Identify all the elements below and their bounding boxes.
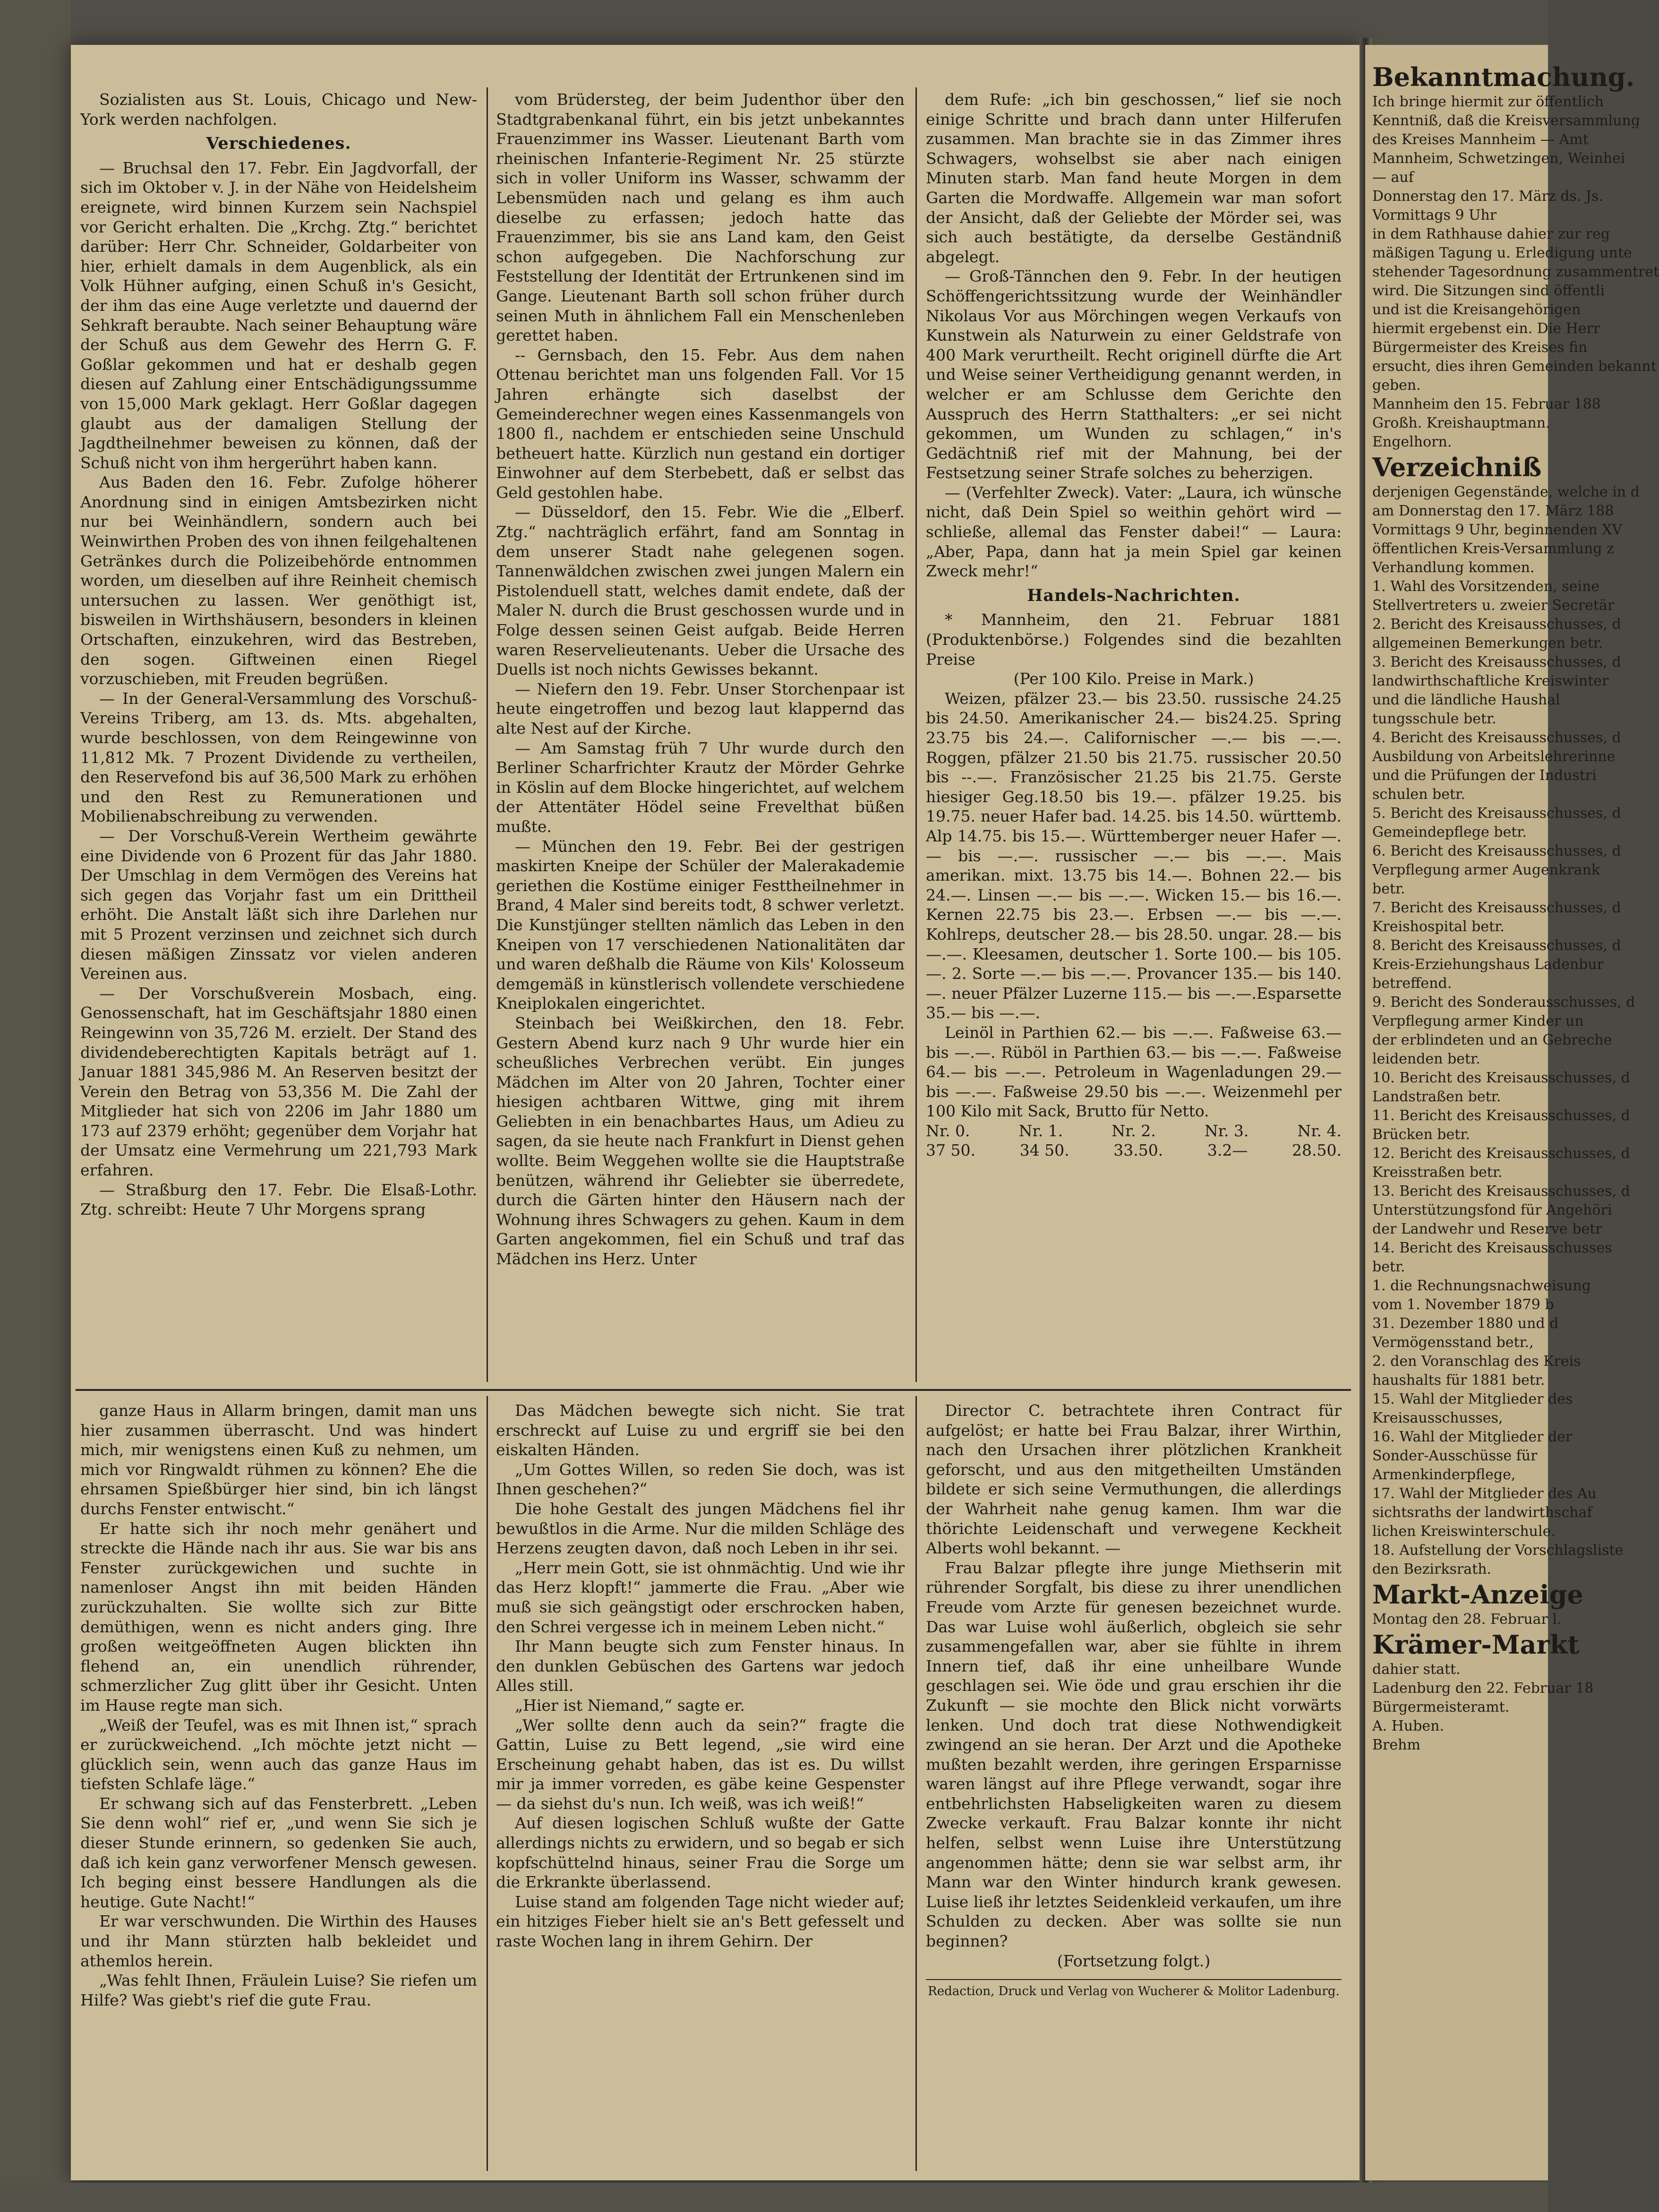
announcement-line: Kreishospital betr. xyxy=(1372,918,1505,935)
announcements-column xyxy=(1372,61,1659,1755)
announcement-line: sichtsraths der landwirthschaf xyxy=(1372,1504,1592,1521)
announcement-line: betr. xyxy=(1372,1259,1405,1275)
article-paragraph: — (Verfehlter Zweck). Vater: „Laura, ich wünsche nicht, daß Dein Spiel so weithin gehört wird — schließe, allemal das Fenster dabei!“ — Laura: „Aber, Papa, dann hat ja mein Spiel gar keinen Zweck mehr!“ xyxy=(926,483,1342,581)
announcement-line: 16. Wahl der Mitglieder der xyxy=(1372,1429,1573,1445)
announcement-line: 9. Bericht des Sonderausschusses, d xyxy=(1372,994,1635,1011)
column-rule xyxy=(487,1396,488,2171)
flour-price-cell: 3.2— xyxy=(1207,1141,1248,1160)
announcement-line: 18. Aufstellung der Vorschlagsliste xyxy=(1372,1542,1624,1559)
announcement-line: 4. Bericht des Kreisausschusses, d xyxy=(1372,729,1621,746)
article-paragraph: Er schwang sich auf das Fensterbrett. „Leben Sie denn wohl“ rief er, „und wenn Sie sich je dieser Stunde erinnern, so gedenken Sie auch, daß ich kein ganz verworfener Mensch gewesen. Ich beging einst bessere Handlungen als die heutige. Gute Nacht!“ xyxy=(80,1794,477,1911)
article-paragraph: — Der Vorschuß-Verein Wertheim gewährte eine Dividende von 6 Prozent für das Jahr 1880. Der Umschlag in dem Vermögen des Vereins hat sich gegen das Vorjahr fast um ein Drittheil erhöht. Die Anstalt läßt sich ihre Darlehen nur mit 5 Prozent verzinsen und zeichnet sich durch diesen mäßigen Zinssatz vor vielen anderen Vereinen aus. xyxy=(80,826,477,983)
article-paragraph: — In der General-Versammlung des Vorschuß-Vereins Triberg, am 13. ds. Mts. abgehalten, wurde beschlossen, von dem Reingewinne von 11,812 Mk. 7 Prozent Dividende zu vertheilen, den Reservefond bis auf 36,500 Mark zu erhöhen und den Rest zu Remunerationen und Mobilienabschreibung zu verwenden. xyxy=(80,689,477,826)
article-paragraph: „Weiß der Teufel, was es mit Ihnen ist,“ sprach er zurückweichend. „Ich möchte jetzt nicht — glücklich sein, wenn auch das ganze Haus im tiefsten Schlafe läge.“ xyxy=(80,1715,477,1793)
announcement-line: ersucht, dies ihren Gemeinden bekannt xyxy=(1372,358,1657,375)
announcement-line: Kreisausschusses, xyxy=(1372,1410,1503,1426)
article-paragraph: Die hohe Gestalt des jungen Mädchens fiel ihr bewußtlos in die Arme. Nur die milden Schläge des Herzens zeugten davon, daß noch Leben in ihr sei. xyxy=(496,1499,905,1558)
flour-price-cell: Nr. 0. xyxy=(926,1121,970,1140)
announcement-line: Kreis-Erziehungshaus Ladenbur xyxy=(1372,956,1604,973)
announcement-line: 1. die Rechnungsnachweisung xyxy=(1372,1277,1591,1294)
announcement-line: Krämer-Markt xyxy=(1372,1629,1580,1660)
article-paragraph: * Mannheim, den 21. Februar 1881 (Produktenbörse.) Folgendes sind die bezahlten Preise xyxy=(926,610,1342,669)
article-paragraph: — Groß-Tännchen den 9. Febr. In der heutigen Schöffengerichtssitzung wurde der Weinhändler Nikolaus Vor aus Mörchingen wegen Verkaufs von Kunstwein als Naturwein zu einer Geldstrafe von 400 Mark verurtheilt. Recht originell dürfte die Art und Weise seiner Vertheidigung genannt werden, in welcher er am Schlusse dem Gerichte den Ausspruch des Herrn Statthalters: „er sei nicht gekommen, um Wunden zu schlagen,“ in's Gedächtniß rief mit der Mahnung, bei der Festsetzung seiner Strafe solches zu beherzigen. xyxy=(926,267,1342,482)
flour-price-row xyxy=(926,1140,1342,1160)
article-paragraph: Frau Balzar pflegte ihre junge Miethserin mit rührender Sorgfalt, bis diese zu ihrer unendlichen Freude vom Arzte für genesen bezeichnet wurde. Das war Luise wohl äußerlich, obgleich sie sehr zusammengefallen war, aber sie fühlte in ihrem Innern tief, daß ihr eine unheilbare Wunde geschlagen sei. Wie öde und grau erschien ihr die Zukunft — sie mochte den Blick nicht vorwärts lenken. Und doch trat diese Nothwendigkeit zwingend an sie heran. Der Arzt und die Apotheke mußten bezahlt werden, ihre geringen Ersparnisse waren längst auf ihre Pflege verwandt, sogar ihre entbehrlichsten Habseligkeiten waren zu diesem Zwecke verkauft. Frau Balzar konnte ihr nicht helfen, selbst wenn Luise ihre Unterstützung angenommen hätte; denn sie war selbst arm, ihr Mann war den Winter hindurch krank gewesen. Luise ließ ihr letztes Seidenkleid verkaufen, um ihre Schulden zu decken. Aber was sollte sie nun beginnen? xyxy=(926,1558,1342,1951)
article-paragraph: Ihr Mann beugte sich zum Fenster hinaus. In den dunklen Gebüschen des Gartens war jedoch Alles still. xyxy=(496,1637,905,1695)
flour-price-cell: Nr. 1. xyxy=(1018,1121,1063,1140)
announcement-line: 8. Bericht des Kreisausschusses, d xyxy=(1372,937,1621,954)
article-paragraph: Weizen, pfälzer 23.— bis 23.50. russische 24.25 bis 24.50. Amerikanischer 24.— bis24.25. Spring 23.75 bis 24.—. Californischer —.— bis —.—. Roggen, pfälzer 21.50 bis 21.75. russischer 20.50 bis --.—. Französischer 21.25 bis 21.75. Gerste hiesiger Geg.18.50 bis 19.—. pfälzer 19.25. bis 19.75. neuer Hafer bad. 14.25. bis 14.50. württemb. Alp 14.75. bis 15.—. Württemberger neuer Hafer —.— bis —.—. russischer —.— bis —.—. Mais amerikan. mixt. 13.75 bis 14.—. Bohnen 22.— bis 24.—. Linsen —.— bis —.—. Wicken 15.— bis 16.—. Kernen 22.75 bis 23.—. Erbsen —.— bis —.—. Kohlreps, deutscher 28.— bis 28.50. ungar. 28.— bis —.—. Kleesamen, deutscher 1. Sorte 100.— bis 105.—. 2. Sorte —.— bis —.—. Provancer 135.— bis 140.—. neuer Pfälzer Luzerne 115.— bis —.—.Esparsette 35.— bis —.—. xyxy=(926,689,1342,1022)
article-paragraph: ganze Haus in Allarm bringen, damit man uns hier zusammen überrascht. Und was hindert mich, mir wenigstens einen Kuß zu nehmen, um mich vor Ringwaldt rühmen zu können? Ehe die ehrsamen Spießbürger hier sind, bin ich längst durchs Fenster entwischt.“ xyxy=(80,1401,477,1518)
article-paragraph: Aus Baden den 16. Febr. Zufolge höherer Anordnung sind in einigen Amtsbezirken nicht nur bei Weinhändlern, sondern auch bei Weinwirthen Proben des von ihnen feilgehaltenen Getränkes durch die Polizeibehörde entnommen worden, um dieselben auf ihre Reinheit chemisch untersuchen zu lassen. Wer genöthigt ist, bisweilen in Wirthshäusern, besonders in kleinen Ortschaften, einzukehren, wird das Bestreben, den sogen. Giftweinen einen Riegel vorzuschieben, mit Freuden begrüßen. xyxy=(80,473,477,688)
announcement-line: 3. Bericht des Kreisausschusses, d xyxy=(1372,654,1621,670)
top-column-1 xyxy=(80,90,477,1365)
announcement-line: Landstraßen betr. xyxy=(1372,1089,1501,1105)
announcement-line: schulen betr. xyxy=(1372,786,1465,803)
announcement-line: des Kreises Mannheim — Amt xyxy=(1372,131,1589,148)
announcement-line: Ausbildung von Arbeitslehrerinne xyxy=(1372,748,1616,765)
announcement-line: Unterstützungsfond für Angehöri xyxy=(1372,1202,1612,1218)
announcement-line: Bekanntmachung. xyxy=(1372,62,1635,92)
announcement-line: Vermögensstand betr., xyxy=(1372,1334,1534,1351)
article-paragraph: „Um Gottes Willen, so reden Sie doch, was ist Ihnen geschehen?“ xyxy=(496,1460,905,1499)
announcement-line: derjenigen Gegenstände, welche in d xyxy=(1372,484,1640,500)
top-column-3 xyxy=(926,90,1342,1384)
flour-price-cell: Nr. 2. xyxy=(1112,1121,1156,1140)
announcement-line: Kreisstraßen betr. xyxy=(1372,1164,1503,1181)
section-heading: Verschiedenes. xyxy=(206,134,351,154)
flour-price-row xyxy=(926,1121,1342,1141)
article-paragraph: Er hatte sich ihr noch mehr genähert und streckte die Hände nach ihr aus. Sie war bis ans Fenster zurückgewichen und suchte in namenloser Angst ihn mit beiden Händen zurückzuhalten. Sie wollte sich zur Bitte demüthigen, wenn es nicht anders ging. Ihre großen weitgeöffneten Augen blickten ihn flehend an, ein unendlich rührender, schmerzlicher Zug glitt über ihr Gesicht. Unten im Hause regte man sich. xyxy=(80,1519,477,1715)
announcement-line: 11. Bericht des Kreisausschusses, d xyxy=(1372,1107,1630,1124)
announcement-line: 14. Bericht des Kreisausschusses xyxy=(1372,1240,1612,1256)
article-paragraph: Sozialisten aus St. Louis, Chicago und New-York werden nachfolgen. xyxy=(80,90,477,129)
section-heading: Handels-Nachrichten. xyxy=(1027,585,1240,605)
flour-price-cell: 33.50. xyxy=(1113,1141,1163,1160)
announcement-line: 2. den Voranschlag des Kreis xyxy=(1372,1353,1581,1370)
article-paragraph: — München den 19. Febr. Bei der gestrigen maskirten Kneipe der Schüler der Malerakademie geriethen die Kostüme einiger Festtheilnehmer in Brand, 4 Maler sind bereits todt, 8 schwer verletzt. Die Kunstjünger stellten nämlich das Leben in den Kneipen von 17 verschiedenen Nationalitäten dar und waren deßhalb die Räume von Kils' Kolosseum demgemäß in künstlerisch vollendete verschiedene Kneiplokalen eingerichtet. xyxy=(496,837,905,1013)
article-paragraph: — Straßburg den 17. Febr. Die Elsaß-Lothr. Ztg. schreibt: Heute 7 Uhr Morgens sprang xyxy=(80,1180,477,1219)
announcement-line: betreffend. xyxy=(1372,975,1452,992)
article-paragraph: — Bruchsal den 17. Febr. Ein Jagdvorfall, der sich im Oktober v. J. in der Nähe von Heidelsheim ereignete, wird binnen Kurzem sein Nachspiel vor Gericht erhalten. Die „Krchg. Ztg.“ berichtet darüber: Herr Chr. Schneider, Goldarbeiter von hier, erhielt damals in dem Augenblick, als ein Volk Hühner aufging, einen Schuß in's Gesicht, der ihm das eine Auge verletzte und dauernd der Sehkraft beraubte. Nach seiner Behauptung wäre der Schuß aus dem Gewehr des Herrn G. F. Goßlar gekommen und hat er deshalb gegen diesen auf Zahlung einer Entschädigungssumme von 15,000 Mark geklagt. Herr Goßlar dagegen glaubt aus der damaligen Stellung der Jagdtheilnehmer beweisen zu können, daß der Schuß nicht von ihm hergerührt haben kann. xyxy=(80,158,477,472)
announcement-line: und die Prüfungen der Industri xyxy=(1372,767,1597,784)
article-paragraph: — Düsseldorf, den 15. Febr. Wie die „Elberf. Ztg.“ nachträglich erfährt, fand am Sonntag in dem unserer Stadt nahe gelegenen sogen. Tannenwäldchen zwischen zwei jungen Malern ein Pistolenduell statt, welches damit endete, daß der Maler N. durch die Brust geschossen wurde und in Folge dessen seinen Geist aufgab. Beide Herren waren Reservelieutenants. Ueber die Ursache des Duells ist noch nichts Gewisses bekannt. xyxy=(496,503,905,679)
announcement-line: Vormittags 9 Uhr xyxy=(1372,207,1497,223)
article-paragraph: Leinöl in Parthien 62.— bis —.—. Faßweise 63.— bis —.—. Rüböl in Parthien 63.— bis —.—. Faßweise 64.— bis —.—. Petroleum in Wagenladungen 29.— bis —.—. Faßweise 29.50 bis —.—. Weizenmehl per 100 Kilo mit Sack, Brutto für Netto. xyxy=(926,1023,1342,1121)
scan-background-bottom xyxy=(0,2183,1548,2212)
announcement-line: der Landwehr und Reserve betr xyxy=(1372,1221,1602,1237)
announcement-line: tungsschule betr. xyxy=(1372,711,1497,727)
imprint-divider xyxy=(926,1979,1342,1980)
flour-price-cell: 37 50. xyxy=(926,1141,975,1160)
announcement-line: Armenkinderpflege, xyxy=(1372,1466,1516,1483)
announcement-line: Stellvertreters u. zweier Secretär xyxy=(1372,597,1615,614)
article-paragraph: — Am Samstag früh 7 Uhr wurde durch den Berliner Scharfrichter Krautz der Mörder Gehrke in Köslin auf dem Blocke hingerichtet, auf welchem der Attentäter Hödel seine Frevelthat büßen mußte. xyxy=(496,738,905,836)
announcement-line: Montag den 28. Februar l. xyxy=(1372,1611,1562,1628)
flour-price-cell: Nr. 3. xyxy=(1204,1121,1249,1140)
article-paragraph: (Per 100 Kilo. Preise in Mark.) xyxy=(1013,669,1254,688)
announcement-line: Bürgermeister des Kreises fin xyxy=(1372,339,1588,356)
announcement-line: Ladenburg den 22. Februar 18 xyxy=(1372,1680,1594,1697)
announcement-line: allgemeinen Bemerkungen betr. xyxy=(1372,635,1603,652)
bottom-column-2 xyxy=(496,1401,905,2166)
announcement-line: Brehm xyxy=(1372,1737,1420,1753)
announcement-line: 17. Wahl der Mitglieder des Au xyxy=(1372,1485,1597,1502)
announcement-line: Donnerstag den 17. März ds. Js. xyxy=(1372,188,1603,205)
bottom-column-3 xyxy=(926,1401,1342,2166)
serial-story-end xyxy=(926,1401,1342,1971)
announcement-line: A. Huben. xyxy=(1372,1718,1445,1734)
announcement-line: 6. Bericht des Kreisausschusses, d xyxy=(1372,843,1621,859)
announcement-line: geben. xyxy=(1372,377,1421,394)
announcement-line: Verhandlung kommen. xyxy=(1372,559,1535,576)
article-paragraph: Luise stand am folgenden Tage nicht wieder auf; ein hitziges Fieber hielt sie an's Bett gefesselt und raste Wochen lang in ihrem Gehirn. Der xyxy=(496,1892,905,1951)
announcement-line: Mannheim den 15. Februar 188 xyxy=(1372,396,1601,412)
announcement-line: landwirthschaftliche Kreiswinter xyxy=(1372,673,1609,689)
announcement-line: Sonder-Ausschüsse für xyxy=(1372,1448,1538,1464)
announcement-line: Großh. Kreishauptmann. xyxy=(1372,415,1550,431)
announcement-line: öffentlichen Kreis-Versammlung z xyxy=(1372,540,1614,557)
article-paragraph: „Herr mein Gott, sie ist ohnmächtig. Und wie ihr das Herz klopft!“ jammerte die Frau. „Aber wie muß sie sich geängstigt oder erschrocken haben, den Schrei vergesse ich in meinem Leben nicht.“ xyxy=(496,1558,905,1636)
announcement-line: Verpflegung armer Augenkrank xyxy=(1372,862,1600,878)
announcement-line: Gemeindepflege betr. xyxy=(1372,824,1527,840)
announcement-line: 12. Bericht des Kreisausschusses, d xyxy=(1372,1145,1630,1162)
article-paragraph: Das Mädchen bewegte sich nicht. Sie trat erschreckt auf Luise zu und ergriff sie bei den eiskalten Händen. xyxy=(496,1401,905,1459)
announcement-line: 1. Wahl des Vorsitzenden, seine xyxy=(1372,578,1600,595)
announcement-line: 10. Bericht des Kreisausschusses, d xyxy=(1372,1070,1630,1086)
announcement-line: betr. xyxy=(1372,881,1405,897)
announcement-line: Verzeichniß xyxy=(1372,452,1542,482)
article-paragraph: „Hier ist Niemand,“ sagte er. xyxy=(515,1696,745,1715)
scan-background-left xyxy=(0,0,71,2212)
flour-price-cell: 34 50. xyxy=(1019,1141,1069,1160)
announcement-line: und die ländliche Haushal xyxy=(1372,692,1560,708)
article-paragraph: Er war verschwunden. Die Wirthin des Hauses und ihr Mann stürzten halb bekleidet und athemlos herein. xyxy=(80,1912,477,1970)
announcement-line: leidenden betr. xyxy=(1372,1051,1480,1067)
announcement-line: dahier statt. xyxy=(1372,1661,1461,1678)
announcement-line: in dem Rathhause dahier zur reg xyxy=(1372,226,1610,242)
article-paragraph: -- Gernsbach, den 15. Febr. Aus dem nahen Ottenau berichtet man uns folgenden Fall. Vor 15 Jahren erhängte sich daselbst der Gemeinderechner wegen eines Kassenmangels von 1800 fl., nachdem er entschieden seine Unschuld betheuert hatte. Kürzlich nun gestand ein dortiger Einwohner auf dem Sterbebett, daß er selbst das Geld gestohlen habe. xyxy=(496,345,905,502)
announcement-line: lichen Kreiswinterschule. xyxy=(1372,1523,1556,1540)
announcement-line: hiermit ergebenst ein. Die Herr xyxy=(1372,320,1600,337)
scan-background-top xyxy=(0,0,1548,45)
announcement-line: stehender Tagesordnung zusammentret xyxy=(1372,264,1659,280)
announcement-line: den Bezirksrath. xyxy=(1372,1561,1492,1578)
announcement-line: der erblindeten und an Gebreche xyxy=(1372,1032,1612,1048)
newspaper-page xyxy=(71,45,1360,2180)
announcement-line: 2. Bericht des Kreisausschusses, d xyxy=(1372,616,1621,633)
announcement-line: Vormittags 9 Uhr, beginnenden XV xyxy=(1372,522,1623,538)
article-paragraph: Director C. betrachtete ihren Contract für aufgelöst; er hatte bei Frau Balzar, ihrer Wirthin, nach den Ursachen ihrer plötzlichen Krankheit geforscht, und aus den mitgetheilten Umständen bildete er sich seine Vermuthungen, die allerdings der Wahrheit nahe genug kamen. Ihm war die thörichte Leidenschaft und verwegene Keckheit Alberts wohl bekannt. — xyxy=(926,1401,1342,1558)
announcement-line: haushalts für 1881 betr. xyxy=(1372,1372,1545,1389)
announcement-line: Brücken betr. xyxy=(1372,1126,1470,1143)
announcement-line: am Donnerstag den 17. März 188 xyxy=(1372,503,1614,519)
announcement-line: Kenntniß, daß die Kreisversammlung xyxy=(1372,112,1640,129)
announcement-line: Markt-Anzeige xyxy=(1372,1579,1583,1610)
flour-price-cell: Nr. 4. xyxy=(1297,1121,1342,1140)
article-paragraph: — Der Vorschußverein Mosbach, eing. Genossenschaft, hat im Geschäftsjahr 1880 einen Reingewinn von 35,726 M. erzielt. Der Stand des dividendeberechtigten Kapitals beträgt auf 1. Januar 1881 345,986 M. An Reserven besitzt der Verein den Betrag von 53,356 M. Die Zahl der Mitglieder hat sich von 2206 im Jahr 1880 um 173 auf 2379 erhöht; gegenüber dem Vorjahr hat der Umsatz eine Vermehrung um 221,793 Mark erfahren. xyxy=(80,984,477,1180)
article-paragraph: „Was fehlt Ihnen, Fräulein Luise? Sie riefen um Hilfe? Was giebt's rief die gute Frau. xyxy=(80,1971,477,2009)
announcement-line: 13. Bericht des Kreisausschusses, d xyxy=(1372,1183,1630,1200)
announcement-line: 7. Bericht des Kreisausschusses, d xyxy=(1372,900,1621,916)
imprint: Redaction, Druck und Verlag von Wucherer & Molitor Ladenburg. xyxy=(928,1984,1340,1999)
announcement-line: 5. Bericht des Kreisausschusses, d xyxy=(1372,805,1621,822)
flour-price-cell: 28.50. xyxy=(1292,1141,1342,1160)
announcement-line: — auf xyxy=(1372,169,1414,186)
announcement-line: Engelhorn. xyxy=(1372,434,1452,450)
article-paragraph: dem Rufe: „ich bin geschossen,“ lief sie noch einige Schritte und brach dann unter Hilferufen zusammen. Man brachte sie in das Zimmer ihres Schwagers, wohselbst sie aber nach einigen Minuten starb. Man fand heute Morgen in dem Garten die Mordwaffe. Allgemein war man sofort der Ansicht, daß der Geliebte der Mörder sei, was sich auch bestätigte, da derselbe Geständniß abgelegt. xyxy=(926,90,1342,266)
article-paragraph: „Wer sollte denn auch da sein?“ fragte die Gattin, Luise zu Bett legend, „sie wird eine Erscheinung gehabt haben, das ist es. Du willst mir ja immer vorreden, es gäbe keine Gespenster — da siehst du's nun. Ich weiß, was ich weiß!“ xyxy=(496,1715,905,1813)
column-rule xyxy=(915,87,917,1382)
announcement-line: Mannheim, Schwetzingen, Weinhei xyxy=(1372,150,1625,167)
announcement-line: vom 1. November 1879 b xyxy=(1372,1296,1554,1313)
article-paragraph: vom Brüdersteg, der beim Judenthor über den Stadtgrabenkanal führt, ein bis jetzt unbekanntes Frauenzimmer ins Wasser. Lieutenant Barth vom rheinischen Infanterie-Regiment Nr. 25 stürzte sich in voller Uniform ins Wasser, schwamm der Lebensmüden nach und gelang es ihm auch dieselbe zu erfassen; jedoch hatte das Frauenzimmer, bis sie ans Land kam, den Geist schon aufgegeben. Die Nachforschung zur Feststellung der Identität der Ertrunkenen sind im Gange. Lieutenant Barth soll schon früher durch seinen Muth in ähnlichem Fall ein Menschenleben gerettet haben. xyxy=(496,90,905,345)
article-paragraph: (Fortsetzung folgt.) xyxy=(1057,1951,1211,1970)
article-paragraph: Steinbach bei Weißkirchen, den 18. Febr. Gestern Abend kurz nach 9 Uhr wurde hier ein scheußliches Verbrechen verübt. Ein junges Mädchen im Alter von 20 Jahren, Tochter einer hiesigen achtbaren Wittwe, ging mit ihrem Geliebten in ein benachbartes Haus, um Adieu zu sagen, da sie heute nach Frankfurt in Dienst gehen wollte. Beim Weggehen wollte sie die Hauptstraße benützen, während ihr Geliebter sie überredete, durch die Gärten hinter den Häusern nach der Wohnung ihres Schwagers zu gehen. Kaum in dem Garten angekommen, fiel ein Schuß und traf das Mädchen ins Herz. Unter xyxy=(496,1013,905,1269)
announcement-line: wird. Die Sitzungen sind öffentli xyxy=(1372,283,1605,299)
announcement-line: 31. Dezember 1880 und d xyxy=(1372,1315,1559,1332)
section-divider xyxy=(76,1389,1351,1391)
announcement-line: Verpflegung armer Kinder un xyxy=(1372,1013,1584,1029)
top-column-2 xyxy=(496,90,905,1384)
article-paragraph: — Niefern den 19. Febr. Unser Storchenpaar ist heute eingetroffen und bezog laut klappernd das alte Nest auf der Kirche. xyxy=(496,679,905,737)
announcement-line: Ich bringe hiermit zur öffentlich xyxy=(1372,94,1604,110)
column-rule xyxy=(487,87,488,1382)
column-rule xyxy=(915,1396,917,2171)
announcement-line: und ist die Kreisangehörigen xyxy=(1372,301,1581,318)
announcement-line: Bürgermeisteramt. xyxy=(1372,1699,1510,1715)
bottom-column-1 xyxy=(80,1401,477,2166)
announcement-line: mäßigen Tagung u. Erledigung unte xyxy=(1372,245,1632,261)
article-paragraph: Auf diesen logischen Schluß wußte der Gatte allerdings nichts zu erwidern, und so begab er sich kopfschüttelnd hinaus, seiner Frau die Sorge um die Erkrankte überlassend. xyxy=(496,1814,905,1892)
announcement-line: 15. Wahl der Mitglieder des xyxy=(1372,1391,1573,1407)
